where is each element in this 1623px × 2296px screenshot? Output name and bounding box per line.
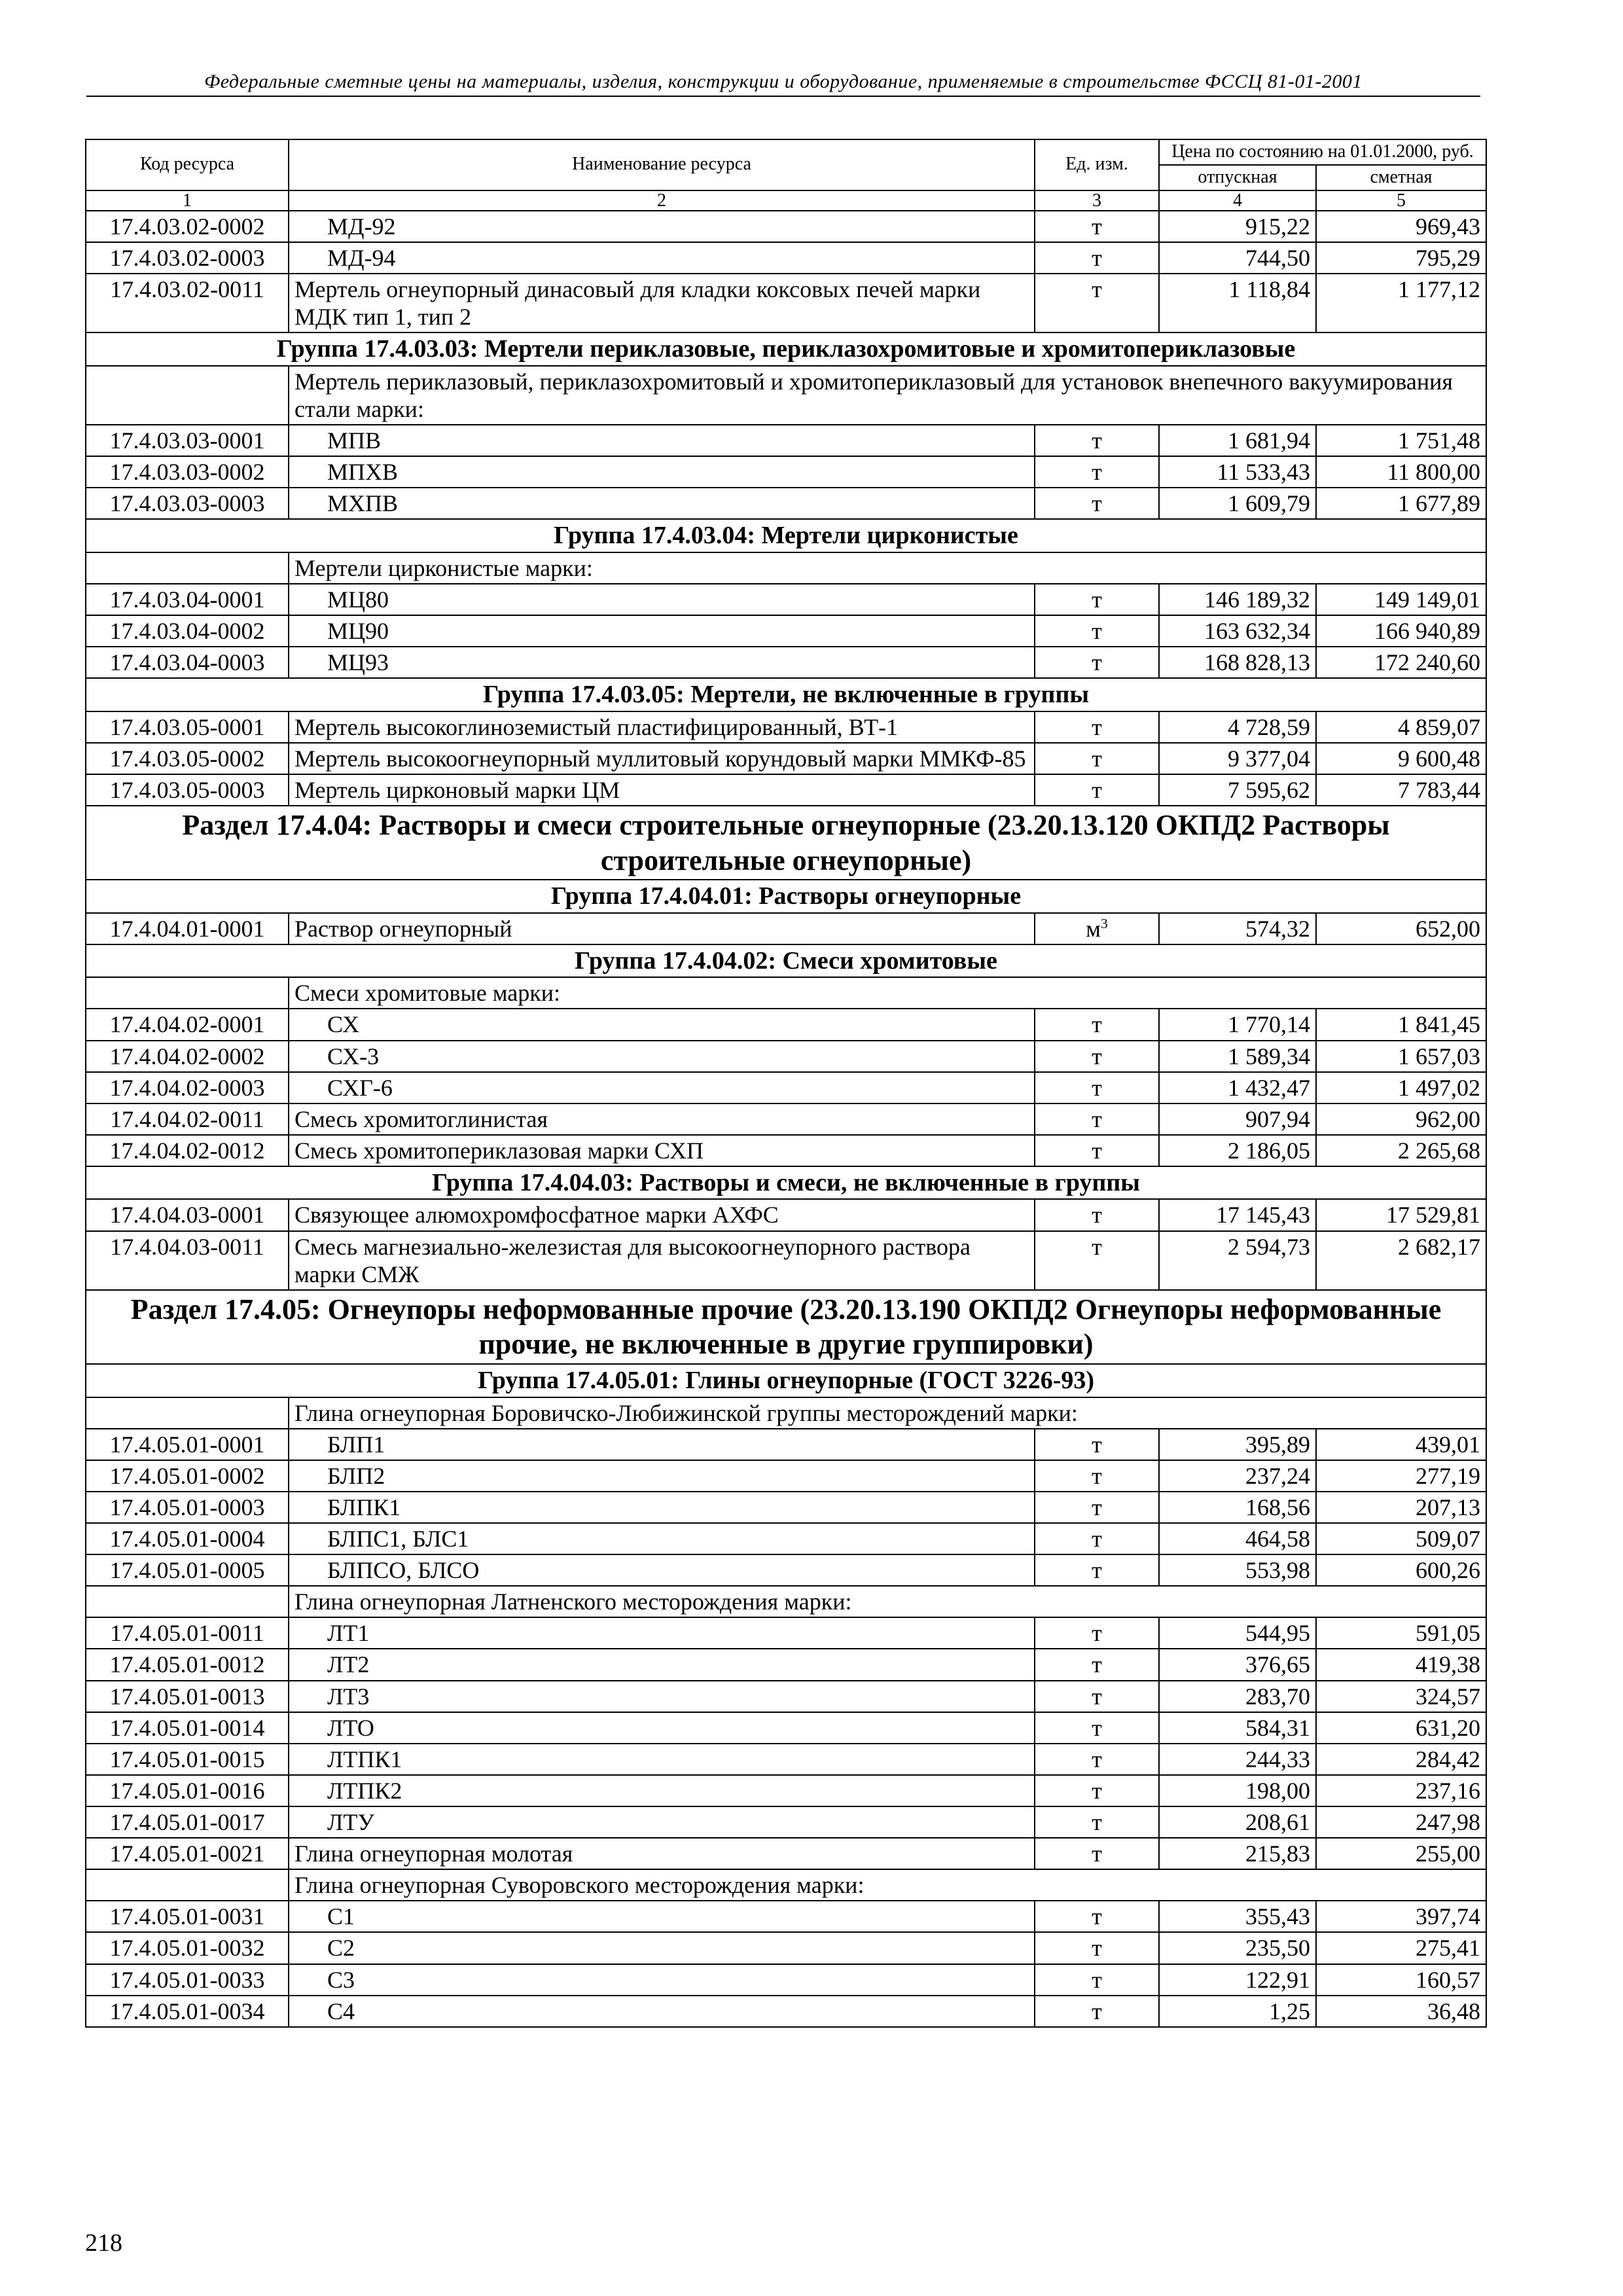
release-price: 553,98: [1159, 1554, 1316, 1586]
subgroup-caption: Глина огнеупорная Суворовского месторождения марки:: [289, 1869, 1486, 1901]
resource-name: Связующее алюмохромфосфатное марки АХФС: [289, 1199, 1035, 1230]
unit: т: [1035, 1712, 1159, 1744]
resource-code: 17.4.05.01-0017: [86, 1806, 289, 1838]
resource-code: 17.4.05.01-0013: [86, 1681, 289, 1712]
table-row: [86, 647, 1486, 678]
estimate-price: 1 751,48: [1316, 425, 1486, 456]
column-number: 3: [1035, 190, 1159, 211]
unit: т: [1035, 1806, 1159, 1838]
estimate-price: 284,42: [1316, 1744, 1486, 1775]
table-row: [86, 584, 1486, 615]
release-price: 9 377,04: [1159, 743, 1316, 774]
release-price: 376,65: [1159, 1649, 1316, 1680]
release-price: 283,70: [1159, 1681, 1316, 1712]
estimate-price: 439,01: [1316, 1429, 1486, 1460]
resource-code: 17.4.05.01-0014: [86, 1712, 289, 1744]
resource-name: ЛТ3: [289, 1681, 1035, 1712]
estimate-price: 419,38: [1316, 1649, 1486, 1680]
table-row: [86, 1072, 1486, 1103]
estimate-price: 2 682,17: [1316, 1231, 1486, 1290]
resource-name: МПВ: [289, 425, 1035, 456]
release-price: 907,94: [1159, 1103, 1316, 1135]
table-row: [86, 1712, 1486, 1744]
estimate-price: 275,41: [1316, 1932, 1486, 1964]
resource-code: 17.4.05.01-0002: [86, 1460, 289, 1492]
group-heading-row: [86, 519, 1486, 552]
unit: т: [1035, 1041, 1159, 1072]
header-code: Код ресурса: [86, 139, 289, 190]
release-price: 146 189,32: [1159, 584, 1316, 615]
group-heading-row: [86, 332, 1486, 365]
resource-code: 17.4.03.04-0002: [86, 615, 289, 647]
resource-name: МХПВ: [289, 488, 1035, 519]
estimate-price: 160,57: [1316, 1964, 1486, 1996]
header-name: Наименование ресурса: [289, 139, 1035, 190]
unit: т: [1035, 774, 1159, 806]
subgroup-caption: Глина огнеупорная Латненского месторождения марки:: [289, 1586, 1486, 1617]
resource-code: 17.4.05.01-0015: [86, 1744, 289, 1775]
group-heading: Группа 17.4.04.02: Смеси хромитовые: [86, 944, 1486, 977]
release-price: 1 118,84: [1159, 274, 1316, 332]
table-row: [86, 1135, 1486, 1166]
estimate-price: 631,20: [1316, 1712, 1486, 1744]
unit-exponent: 3: [1100, 915, 1108, 931]
table-row: [86, 1838, 1486, 1869]
resource-code: 17.4.04.02-0012: [86, 1135, 289, 1166]
estimate-price: 600,26: [1316, 1554, 1486, 1586]
group-heading-row: [86, 1166, 1486, 1199]
table-row: [86, 1429, 1486, 1460]
resource-name: Глина огнеупорная молотая: [289, 1838, 1035, 1869]
subgroup-caption-row: [86, 1869, 1486, 1901]
estimate-price: 652,00: [1316, 913, 1486, 944]
column-number: 4: [1159, 190, 1316, 211]
estimate-price: 36,48: [1316, 1996, 1486, 2027]
subgroup-caption-row: [86, 1586, 1486, 1617]
unit: т: [1035, 274, 1159, 332]
resource-name: Мертель огнеупорный динасовый для кладки коксовых печей марки МДК тип 1, тип 2: [289, 274, 1035, 332]
unit: т: [1035, 1072, 1159, 1103]
estimate-price: 255,00: [1316, 1838, 1486, 1869]
resource-name: МД-94: [289, 242, 1035, 274]
estimate-price: 166 940,89: [1316, 615, 1486, 647]
unit: т: [1035, 1523, 1159, 1554]
unit: т: [1035, 1932, 1159, 1964]
unit: т: [1035, 1649, 1159, 1680]
resource-name: Смесь хромитопериклазовая марки СХП: [289, 1135, 1035, 1166]
resource-name: БЛПК1: [289, 1492, 1035, 1523]
unit: т: [1035, 1996, 1159, 2027]
subgroup-caption-row: [86, 1397, 1486, 1429]
estimate-price: 969,43: [1316, 211, 1486, 242]
resource-name: Мертель цирконовый марки ЦМ: [289, 774, 1035, 806]
table-row: [86, 1103, 1486, 1135]
resource-name: СХ-3: [289, 1041, 1035, 1072]
subgroup-caption-row: [86, 552, 1486, 584]
resource-name: С4: [289, 1996, 1035, 2027]
estimate-price: 11 800,00: [1316, 456, 1486, 488]
resource-name: МЦ93: [289, 647, 1035, 678]
group-heading-row: [86, 1364, 1486, 1397]
table-row: [86, 1681, 1486, 1712]
table-row: [86, 774, 1486, 806]
resource-name: БЛПСО, БЛСО: [289, 1554, 1035, 1586]
table-row: [86, 1806, 1486, 1838]
unit: т: [1035, 456, 1159, 488]
column-number: 2: [289, 190, 1035, 211]
release-price: 163 632,34: [1159, 615, 1316, 647]
release-price: 244,33: [1159, 1744, 1316, 1775]
resource-name: Мертель высокоогнеупорный муллитовый корундовый марки ММКФ-85: [289, 743, 1035, 774]
table-row: [86, 913, 1486, 944]
subgroup-caption: Мертели цирконистые марки:: [289, 552, 1486, 584]
release-price: 544,95: [1159, 1617, 1316, 1649]
release-price: 1 770,14: [1159, 1009, 1316, 1040]
subgroup-caption: Мертель периклазовый, периклазохромитовый и хромитопериклазовый для установок внепечного вакуумирования стали марки:: [289, 366, 1486, 425]
table-row: [86, 1617, 1486, 1649]
unit: т: [1035, 488, 1159, 519]
release-price: 198,00: [1159, 1775, 1316, 1806]
section-heading-row: [86, 806, 1486, 880]
table-row: [86, 1901, 1486, 1932]
estimate-price: 4 859,07: [1316, 711, 1486, 743]
group-heading-row: [86, 944, 1486, 977]
unit-base: м: [1086, 915, 1101, 942]
table-row: [86, 1460, 1486, 1492]
group-heading-row: [86, 880, 1486, 912]
estimate-price: 591,05: [1316, 1617, 1486, 1649]
empty-cell: [86, 1397, 289, 1429]
unit: т: [1035, 1429, 1159, 1460]
header-price: Цена по состоянию на 01.01.2000, руб.: [1159, 139, 1486, 165]
header-unit: Ед. изм.: [1035, 139, 1159, 190]
unit: т: [1035, 1199, 1159, 1230]
group-heading: Группа 17.4.04.03: Растворы и смеси, не включенные в группы: [86, 1166, 1486, 1199]
release-price: 1 609,79: [1159, 488, 1316, 519]
resource-name: ЛТО: [289, 1712, 1035, 1744]
unit: т: [1035, 1838, 1159, 1869]
unit: т: [1035, 584, 1159, 615]
unit: т: [1035, 1492, 1159, 1523]
release-price: 122,91: [1159, 1964, 1316, 1996]
group-heading: Группа 17.4.04.01: Растворы огнеупорные: [86, 880, 1486, 912]
table-row: [86, 1964, 1486, 1996]
estimate-price: 207,13: [1316, 1492, 1486, 1523]
table-row: [86, 615, 1486, 647]
release-price: 168 828,13: [1159, 647, 1316, 678]
column-number: 1: [86, 190, 289, 211]
resource-code: 17.4.03.04-0003: [86, 647, 289, 678]
table-row: [86, 1554, 1486, 1586]
table-row: [86, 242, 1486, 274]
release-price: 237,24: [1159, 1460, 1316, 1492]
unit: т: [1035, 211, 1159, 242]
empty-cell: [86, 977, 289, 1009]
resource-code: 17.4.04.01-0001: [86, 913, 289, 944]
group-heading: Группа 17.4.03.04: Мертели цирконистые: [86, 519, 1486, 552]
resource-name: ЛТПК2: [289, 1775, 1035, 1806]
unit: т: [1035, 647, 1159, 678]
resource-code: 17.4.05.01-0016: [86, 1775, 289, 1806]
release-price: 355,43: [1159, 1901, 1316, 1932]
resource-code: 17.4.04.03-0011: [86, 1231, 289, 1290]
resource-code: 17.4.04.02-0001: [86, 1009, 289, 1040]
table-row: [86, 456, 1486, 488]
estimate-price: 962,00: [1316, 1103, 1486, 1135]
table-row: [86, 743, 1486, 774]
column-number: 5: [1316, 190, 1486, 211]
release-price: 168,56: [1159, 1492, 1316, 1523]
unit: т: [1035, 242, 1159, 274]
section-heading: Раздел 17.4.05: Огнеупоры неформованные прочие (23.20.13.190 ОКПД2 Огнеупоры неформованные прочие, не включенные в другие группировки): [86, 1290, 1486, 1364]
page-number: 218: [85, 2229, 122, 2257]
resource-code: 17.4.03.02-0011: [86, 274, 289, 332]
resource-code: 17.4.05.01-0011: [86, 1617, 289, 1649]
release-price: 1 681,94: [1159, 425, 1316, 456]
resource-code: 17.4.05.01-0003: [86, 1492, 289, 1523]
resource-code: 17.4.04.02-0002: [86, 1041, 289, 1072]
table-row: [86, 1231, 1486, 1290]
resource-name: БЛПС1, БЛС1: [289, 1523, 1035, 1554]
table-row: [86, 1009, 1486, 1040]
release-price: 4 728,59: [1159, 711, 1316, 743]
estimate-price: 1 177,12: [1316, 274, 1486, 332]
estimate-price: 397,74: [1316, 1901, 1486, 1932]
estimate-price: 247,98: [1316, 1806, 1486, 1838]
unit: т: [1035, 1231, 1159, 1290]
unit: т: [1035, 1775, 1159, 1806]
header-estimate: сметная: [1316, 165, 1486, 190]
table-row: [86, 1775, 1486, 1806]
resource-name: Смесь магнезиально-железистая для высокоогнеупорного раствора марки СМЖ: [289, 1231, 1035, 1290]
unit: т: [1035, 1103, 1159, 1135]
release-price: 464,58: [1159, 1523, 1316, 1554]
resource-code: 17.4.03.03-0001: [86, 425, 289, 456]
unit: т: [1035, 1009, 1159, 1040]
resource-code: 17.4.05.01-0005: [86, 1554, 289, 1586]
release-price: 744,50: [1159, 242, 1316, 274]
release-price: 584,31: [1159, 1712, 1316, 1744]
estimate-price: 172 240,60: [1316, 647, 1486, 678]
table-row: [86, 488, 1486, 519]
release-price: 915,22: [1159, 211, 1316, 242]
group-heading: Группа 17.4.05.01: Глины огнеупорные (ГОСТ 3226-93): [86, 1364, 1486, 1397]
resource-name: ЛТУ: [289, 1806, 1035, 1838]
table-body: [86, 211, 1486, 2027]
estimate-price: 795,29: [1316, 242, 1486, 274]
resource-name: СХГ-6: [289, 1072, 1035, 1103]
table-row: [86, 1041, 1486, 1072]
table-row: [86, 1744, 1486, 1775]
resource-code: 17.4.05.01-0032: [86, 1932, 289, 1964]
release-price: 2 186,05: [1159, 1135, 1316, 1166]
section-heading: Раздел 17.4.04: Растворы и смеси строительные огнеупорные (23.20.13.120 ОКПД2 Растворы строительные огнеупорные): [86, 806, 1486, 880]
table-row: [86, 1996, 1486, 2027]
resource-code: 17.4.04.02-0003: [86, 1072, 289, 1103]
resource-code: 17.4.03.05-0003: [86, 774, 289, 806]
empty-cell: [86, 552, 289, 584]
table-row: [86, 711, 1486, 743]
release-price: 1,25: [1159, 1996, 1316, 2027]
unit: [1035, 913, 1159, 944]
release-price: 1 432,47: [1159, 1072, 1316, 1103]
price-table: [85, 139, 1487, 2028]
unit: т: [1035, 711, 1159, 743]
resource-name: БЛП1: [289, 1429, 1035, 1460]
release-price: 208,61: [1159, 1806, 1316, 1838]
empty-cell: [86, 366, 289, 425]
unit: т: [1035, 1901, 1159, 1932]
resource-name: ЛТ1: [289, 1617, 1035, 1649]
resource-code: 17.4.03.03-0003: [86, 488, 289, 519]
table-row: [86, 211, 1486, 242]
resource-code: 17.4.05.01-0033: [86, 1964, 289, 1996]
estimate-price: 237,16: [1316, 1775, 1486, 1806]
table-header: [86, 139, 1486, 211]
resource-name: СХ: [289, 1009, 1035, 1040]
table-row: [86, 1649, 1486, 1680]
table-row: [86, 425, 1486, 456]
table-row: [86, 1492, 1486, 1523]
estimate-price: 324,57: [1316, 1681, 1486, 1712]
empty-cell: [86, 1869, 289, 1901]
estimate-price: 149 149,01: [1316, 584, 1486, 615]
release-price: 395,89: [1159, 1429, 1316, 1460]
group-heading: Группа 17.4.03.03: Мертели периклазовые, периклазохромитовые и хромитопериклазовые: [86, 332, 1486, 365]
section-heading-row: [86, 1290, 1486, 1364]
resource-name: МПХВ: [289, 456, 1035, 488]
subgroup-caption: Смеси хромитовые марки:: [289, 977, 1486, 1009]
resource-name: МЦ90: [289, 615, 1035, 647]
estimate-price: 1 677,89: [1316, 488, 1486, 519]
table-row: [86, 274, 1486, 332]
resource-name: Раствор огнеупорный: [289, 913, 1035, 944]
release-price: 7 595,62: [1159, 774, 1316, 806]
estimate-price: 1 657,03: [1316, 1041, 1486, 1072]
unit: т: [1035, 1135, 1159, 1166]
estimate-price: 1 841,45: [1316, 1009, 1486, 1040]
unit: т: [1035, 615, 1159, 647]
resource-name: С2: [289, 1932, 1035, 1964]
resource-name: БЛП2: [289, 1460, 1035, 1492]
resource-name: Мертель высокоглиноземистый пластифицированный, ВТ-1: [289, 711, 1035, 743]
estimate-price: 509,07: [1316, 1523, 1486, 1554]
estimate-price: 9 600,48: [1316, 743, 1486, 774]
running-header: Федеральные сметные цены на материалы, изделия, конструкции и оборудование, применяемые в строительстве ФССЦ 81-01-2001: [86, 71, 1480, 97]
unit: т: [1035, 425, 1159, 456]
release-price: 1 589,34: [1159, 1041, 1316, 1072]
resource-code: 17.4.04.02-0011: [86, 1103, 289, 1135]
resource-name: ЛТ2: [289, 1649, 1035, 1680]
resource-code: 17.4.03.02-0003: [86, 242, 289, 274]
resource-code: 17.4.03.03-0002: [86, 456, 289, 488]
resource-code: 17.4.05.01-0012: [86, 1649, 289, 1680]
group-heading-row: [86, 678, 1486, 711]
header-column-numbers: [86, 190, 1486, 211]
estimate-price: 2 265,68: [1316, 1135, 1486, 1166]
estimate-price: 17 529,81: [1316, 1199, 1486, 1230]
resource-name: МД-92: [289, 211, 1035, 242]
estimate-price: 277,19: [1316, 1460, 1486, 1492]
unit: т: [1035, 743, 1159, 774]
release-price: 235,50: [1159, 1932, 1316, 1964]
unit: т: [1035, 1744, 1159, 1775]
unit: т: [1035, 1460, 1159, 1492]
unit: т: [1035, 1964, 1159, 1996]
resource-code: 17.4.05.01-0031: [86, 1901, 289, 1932]
resource-name: С1: [289, 1901, 1035, 1932]
release-price: 2 594,73: [1159, 1231, 1316, 1290]
header-release: отпускная: [1159, 165, 1316, 190]
subgroup-caption-row: [86, 366, 1486, 425]
release-price: 17 145,43: [1159, 1199, 1316, 1230]
table-row: [86, 1199, 1486, 1230]
resource-code: 17.4.04.03-0001: [86, 1199, 289, 1230]
table-row: [86, 1932, 1486, 1964]
resource-code: 17.4.05.01-0004: [86, 1523, 289, 1554]
subgroup-caption: Глина огнеупорная Боровичско-Любижинской группы месторождений марки:: [289, 1397, 1486, 1429]
unit: т: [1035, 1617, 1159, 1649]
resource-name: МЦ80: [289, 584, 1035, 615]
resource-code: 17.4.05.01-0001: [86, 1429, 289, 1460]
resource-code: 17.4.03.02-0002: [86, 211, 289, 242]
unit: т: [1035, 1554, 1159, 1586]
resource-code: 17.4.03.04-0001: [86, 584, 289, 615]
resource-code: 17.4.03.05-0002: [86, 743, 289, 774]
release-price: 215,83: [1159, 1838, 1316, 1869]
release-price: 574,32: [1159, 913, 1316, 944]
estimate-price: 1 497,02: [1316, 1072, 1486, 1103]
resource-code: 17.4.05.01-0034: [86, 1996, 289, 2027]
empty-cell: [86, 1586, 289, 1617]
group-heading: Группа 17.4.03.05: Мертели, не включенные в группы: [86, 678, 1486, 711]
resource-code: 17.4.05.01-0021: [86, 1838, 289, 1869]
release-price: 11 533,43: [1159, 456, 1316, 488]
resource-name: С3: [289, 1964, 1035, 1996]
subgroup-caption-row: [86, 977, 1486, 1009]
table-row: [86, 1523, 1486, 1554]
resource-name: Смесь хромитоглинистая: [289, 1103, 1035, 1135]
resource-code: 17.4.03.05-0001: [86, 711, 289, 743]
unit: т: [1035, 1681, 1159, 1712]
estimate-price: 7 783,44: [1316, 774, 1486, 806]
resource-name: ЛТПК1: [289, 1744, 1035, 1775]
